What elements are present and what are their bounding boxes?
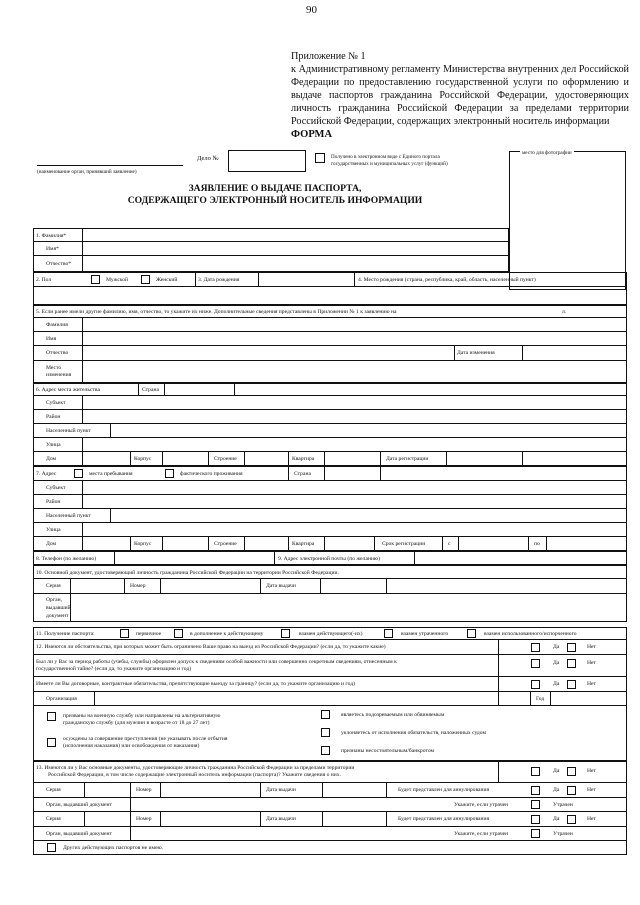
stay-title: 7. Адрес bbox=[36, 471, 57, 477]
other-doc-1-issuer-label: Орган, выдавший документ bbox=[46, 802, 112, 808]
lost-label: взамен утраченного bbox=[401, 631, 449, 637]
other-doc-2-issuer-label: Орган, выдавший документ bbox=[46, 831, 112, 837]
stay-checkbox[interactable] bbox=[74, 469, 83, 478]
other-doc-1-number-label: Номер bbox=[136, 787, 152, 793]
q13-yes-label: Да bbox=[553, 768, 560, 774]
residence-apartment-label: Квартира bbox=[292, 456, 315, 462]
doc-issue-date-label: Дата выдачи bbox=[266, 583, 296, 589]
restriction-options bbox=[33, 706, 627, 761]
residence-locality-label: Населенный пункт bbox=[46, 428, 91, 434]
other-doc-2-lost-label: Утрачен bbox=[553, 831, 573, 837]
change-place-label-2: изменения bbox=[46, 372, 72, 378]
replace-label: взамен действующего(-их) bbox=[299, 631, 363, 637]
no-other-docs-label: Других действующих паспортов не имею. bbox=[63, 845, 164, 851]
addition-checkbox[interactable] bbox=[174, 629, 183, 638]
stay-street-label: Улица bbox=[46, 527, 61, 533]
conscript-label-a: призваны на военную службу или направлены на альтернативную bbox=[63, 713, 221, 719]
doc-title: 10. Основной документ, удостоверяющий личность гражданина Российской Федерации на территории Российской Федерации. bbox=[36, 570, 339, 576]
residence-locality-row[interactable] bbox=[33, 424, 627, 438]
change-date-label: Дата изменения bbox=[457, 350, 495, 356]
other-doc-1-row[interactable] bbox=[33, 783, 627, 798]
restriction-q2a: Был ли у Вас за период работы (учебы, службы) оформлен допуск к сведениям особой важности или совершенно секретным сведениям, отнесенным к bbox=[36, 659, 397, 665]
conscript-checkbox[interactable] bbox=[47, 712, 56, 721]
residence-title: 6. Адрес места жительства bbox=[36, 387, 100, 393]
other-doc-2-yes-label: Да bbox=[553, 816, 560, 822]
year-label: Год bbox=[536, 696, 545, 702]
residence-subject-label: Субъект bbox=[46, 400, 66, 406]
q13-yes-checkbox[interactable] bbox=[531, 767, 540, 776]
other-doc-2-issuer-row[interactable] bbox=[33, 827, 627, 841]
surname-row[interactable] bbox=[33, 228, 509, 242]
first-checkbox[interactable] bbox=[120, 629, 129, 638]
q3-yes-label: Да bbox=[553, 681, 560, 687]
convicted-label-a: осуждены за совершение преступления (не указывать после отбытия bbox=[63, 736, 228, 742]
appendix-title: Приложение № 1 bbox=[291, 51, 366, 62]
q2-no-label: Нет bbox=[587, 660, 596, 666]
prev-name-row bbox=[33, 305, 627, 318]
stay-house-label: Дом bbox=[46, 541, 57, 547]
stay-locality-row[interactable] bbox=[33, 509, 627, 523]
residence-korpus-label: Корпус bbox=[134, 456, 152, 462]
doc-issuer-label-3: документ bbox=[46, 613, 69, 619]
pob-field[interactable] bbox=[33, 287, 627, 305]
photo-caption: место для фотографии bbox=[522, 150, 572, 156]
other-doc-2-no-label: Нет bbox=[587, 816, 596, 822]
unusable-label: взамен использованного/испорченного bbox=[484, 631, 577, 637]
name-label: Имя* bbox=[46, 246, 59, 252]
restriction-q2b: государственной тайне? (если да, то укажите организацию и год) bbox=[36, 666, 192, 672]
stay-apartment-label: Квартира bbox=[292, 541, 315, 547]
court-checkbox[interactable] bbox=[321, 728, 330, 737]
q1-no-checkbox[interactable] bbox=[567, 643, 576, 652]
other-doc-1-series-label: Серия bbox=[46, 787, 61, 793]
residence-house-label: Дом bbox=[46, 456, 57, 462]
stay-label: места пребывания bbox=[89, 471, 133, 477]
no-other-docs-row bbox=[33, 841, 627, 855]
receipt-row bbox=[33, 627, 627, 640]
prev-surname-row[interactable] bbox=[33, 318, 627, 332]
other-doc-2-cancel-label: Будет представлен для аннулирования bbox=[398, 816, 490, 822]
org-row[interactable] bbox=[33, 692, 627, 706]
prev-surname-label: Фамилия bbox=[46, 322, 68, 328]
other-doc-2-lost-checkbox[interactable] bbox=[531, 829, 540, 838]
female-label: Женский bbox=[156, 277, 178, 283]
q2-yes-label: Да bbox=[553, 660, 560, 666]
form-title bbox=[40, 183, 510, 207]
q1-no-label: Нет bbox=[587, 644, 596, 650]
doc-issuer-label-1: Орган, bbox=[46, 597, 63, 603]
q1-yes-label: Да bbox=[553, 644, 560, 650]
change-place-row[interactable] bbox=[33, 361, 627, 383]
residence-reg-date-label: Дата регистрации bbox=[386, 456, 429, 462]
prev-name-text: 5. Если ранее имели другие фамилию, имя, отчество, то укажите их ниже. Дополнительные сведения представлены в Приложении № 1 к заявлению на bbox=[36, 309, 397, 315]
residence-house-row[interactable] bbox=[33, 452, 627, 466]
other-doc-1-date-label: Дата выдачи bbox=[266, 787, 296, 793]
restriction-q1: 12. Имеются ли обстоятельства, при которых может быть ограничено Ваше право на выезд из Российской Федерации? (если да, то укажите какие) bbox=[36, 644, 386, 650]
addition-label: в дополнение к действующему bbox=[190, 631, 264, 637]
dob-label: 3. Дата рождения bbox=[198, 277, 240, 283]
restriction-q3-row bbox=[33, 677, 627, 692]
q2-no-checkbox[interactable] bbox=[567, 659, 576, 668]
name-row[interactable] bbox=[33, 242, 509, 256]
prev-patronymic-label: Отчество bbox=[46, 350, 69, 356]
sex-label: 2. Пол bbox=[36, 277, 52, 283]
other-doc-2-yes-checkbox[interactable] bbox=[531, 815, 540, 824]
restriction-q3: Имеете ли Вы договорные, контрактные обязательства, препятствующие выезду за границу? (если да, то укажите организацию и год) bbox=[36, 681, 355, 687]
patronymic-row[interactable] bbox=[33, 256, 509, 272]
court-label: уклоняетесь от исполнения обязательств, наложенных судом bbox=[341, 730, 487, 736]
other-doc-2-lost-text: Укажите, если утрачен bbox=[454, 831, 509, 837]
delo-label: Дело № bbox=[197, 155, 219, 162]
appendix-header bbox=[291, 50, 629, 141]
other-doc-1-lost-text: Укажите, если утрачен bbox=[454, 802, 509, 808]
prev-name-l: л. bbox=[562, 309, 567, 315]
doc-issuer-label-2: выдавший bbox=[46, 605, 71, 611]
appendix-text: к Административному регламенту Министерства внутренних дел Российской Федерации по предоставлению государственной услуги по оформлению и выдаче паспортов гражданина Российской Федерации, удостоверяющих личность гражданина Российской Федерации за пределами территории Российской Федерации, содержащих электронный носитель информации bbox=[291, 64, 629, 127]
stay-street-row[interactable] bbox=[33, 523, 627, 537]
title-line-2: СОДЕРЖАЩЕГО ЭЛЕКТРОННЫЙ НОСИТЕЛЬ ИНФОРМАЦИИ bbox=[127, 195, 423, 206]
q3-no-checkbox[interactable] bbox=[567, 680, 576, 689]
prev-patronymic-row[interactable] bbox=[33, 346, 627, 361]
stay-country-label: Страна bbox=[294, 471, 311, 477]
prev-name-field-row[interactable] bbox=[33, 332, 627, 346]
q13-no-label: Нет bbox=[587, 768, 596, 774]
restriction-q1-row bbox=[33, 640, 627, 655]
electronic-text-2: государственных и муниципальных услуг (функций) bbox=[331, 161, 448, 167]
other-docs-row bbox=[33, 761, 627, 783]
other-docs-q2: Российской Федерации, в том числе содержащие электронный носитель информации (паспорта)? Укажите сведения о них. bbox=[48, 772, 341, 778]
phone-label: 8. Телефон (по желанию) bbox=[36, 556, 97, 562]
residence-subject-row[interactable] bbox=[33, 396, 627, 410]
residence-title-row bbox=[33, 383, 627, 396]
stay-from-label: с bbox=[448, 541, 451, 547]
other-doc-2-no-checkbox[interactable] bbox=[567, 815, 576, 824]
delo-field[interactable] bbox=[228, 150, 306, 172]
q13-no-checkbox[interactable] bbox=[567, 767, 576, 776]
stay-subject-row[interactable] bbox=[33, 481, 627, 495]
other-doc-1-yes-label: Да bbox=[553, 787, 560, 793]
doc-series-row[interactable] bbox=[33, 579, 627, 594]
residence-district-row[interactable] bbox=[33, 410, 627, 424]
form-label: ФОРМА bbox=[291, 129, 333, 140]
no-other-docs-checkbox[interactable] bbox=[47, 843, 56, 852]
stay-district-label: Район bbox=[46, 499, 61, 505]
title-line-1: ЗАЯВЛЕНИЕ О ВЫДАЧЕ ПАСПОРТА, bbox=[188, 183, 362, 194]
q2-yes-checkbox[interactable] bbox=[531, 659, 540, 668]
other-doc-1-cancel-label: Будет представлен для аннулирования bbox=[398, 787, 490, 793]
stay-to-label: по bbox=[534, 541, 540, 547]
contacts-row[interactable] bbox=[33, 551, 627, 565]
actual-label: фактического проживания bbox=[180, 471, 243, 477]
other-doc-1-yes-checkbox[interactable] bbox=[531, 786, 540, 795]
residence-stroenie-label: Строение bbox=[214, 456, 237, 462]
q1-yes-checkbox[interactable] bbox=[531, 643, 540, 652]
other-doc-1-issuer-row[interactable] bbox=[33, 798, 627, 812]
other-doc-2-row[interactable] bbox=[33, 812, 627, 827]
other-doc-2-series-label: Серия bbox=[46, 816, 61, 822]
residence-street-row[interactable] bbox=[33, 438, 627, 452]
convicted-checkbox[interactable] bbox=[47, 738, 56, 747]
stay-subject-label: Субъект bbox=[46, 485, 66, 491]
actual-checkbox[interactable] bbox=[165, 469, 174, 478]
pob-label: 4. Место рождения (страна, республика, край, область, населенный пункт) bbox=[358, 277, 536, 283]
unusable-checkbox[interactable] bbox=[467, 629, 476, 638]
stay-reg-term-label: Срок регистрации bbox=[382, 541, 426, 547]
stay-district-row[interactable] bbox=[33, 495, 627, 509]
electronic-checkbox[interactable] bbox=[315, 153, 325, 163]
page-number: 90 bbox=[306, 4, 317, 16]
other-doc-1-lost-checkbox[interactable] bbox=[531, 800, 540, 809]
receipt-title: 11. Получение паспорта: bbox=[36, 631, 95, 637]
lost-checkbox[interactable] bbox=[384, 629, 393, 638]
q3-yes-checkbox[interactable] bbox=[531, 680, 540, 689]
prev-name-label: Имя bbox=[46, 336, 57, 342]
stay-stroenie-label: Строение bbox=[214, 541, 237, 547]
other-doc-2-date-label: Дата выдачи bbox=[266, 816, 296, 822]
doc-title-row bbox=[33, 565, 627, 579]
stay-title-row bbox=[33, 466, 627, 481]
residence-street-label: Улица bbox=[46, 442, 61, 448]
email-label: 9. Адрес электронной почты (по желанию) bbox=[278, 556, 380, 562]
electronic-text-1: Получено в электронном виде с Единого портала bbox=[331, 154, 440, 160]
surname-label: 1. Фамилия* bbox=[36, 233, 67, 239]
suspect-label: являетесь подозреваемым или обвиняемым bbox=[341, 712, 445, 718]
other-doc-1-lost-label: Утрачен bbox=[553, 802, 573, 808]
doc-number-label: Номер bbox=[130, 583, 146, 589]
other-doc-1-no-checkbox[interactable] bbox=[567, 786, 576, 795]
other-doc-2-number-label: Номер bbox=[136, 816, 152, 822]
org-label: Организация bbox=[46, 696, 77, 702]
stay-locality-label: Населенный пункт bbox=[46, 513, 91, 519]
photo-box bbox=[509, 151, 626, 290]
organ-line bbox=[37, 165, 183, 166]
male-checkbox[interactable] bbox=[91, 275, 100, 284]
residence-district-label: Район bbox=[46, 414, 61, 420]
sex-dob-row bbox=[33, 272, 627, 287]
stay-korpus-label: Корпус bbox=[134, 541, 152, 547]
male-label: Мужской bbox=[106, 277, 129, 283]
stay-house-row[interactable] bbox=[33, 537, 627, 551]
conscript-label-b: гражданскую службу (для мужчин в возрасте от 18 до 27 лет) bbox=[63, 720, 210, 726]
other-docs-q1: 13. Имеются ли у Вас основные документы, удостоверяющие личность гражданина Российской Федерации за пределами территории bbox=[36, 765, 355, 771]
doc-issuer-row[interactable] bbox=[33, 594, 627, 622]
replace-checkbox[interactable] bbox=[281, 629, 290, 638]
q3-no-label: Нет bbox=[587, 681, 596, 687]
female-checkbox[interactable] bbox=[141, 275, 150, 284]
patronymic-label: Отчество* bbox=[46, 261, 72, 267]
doc-series-label: Серия bbox=[46, 583, 61, 589]
bankrupt-checkbox[interactable] bbox=[321, 746, 330, 755]
restriction-q2-row bbox=[33, 655, 627, 677]
convicted-label-b: (исполнения наказания) или освобождения от наказания) bbox=[63, 743, 200, 749]
residence-country-label: Страна bbox=[142, 387, 159, 393]
bankrupt-label: признаны несостоятельным/банкротом bbox=[341, 748, 435, 754]
first-label: первичное bbox=[136, 631, 162, 637]
organ-caption: (наименование орган, принявший заявление) bbox=[37, 169, 137, 175]
suspect-checkbox[interactable] bbox=[321, 710, 330, 719]
change-place-label: Место bbox=[46, 365, 62, 371]
other-doc-1-no-label: Нет bbox=[587, 787, 596, 793]
